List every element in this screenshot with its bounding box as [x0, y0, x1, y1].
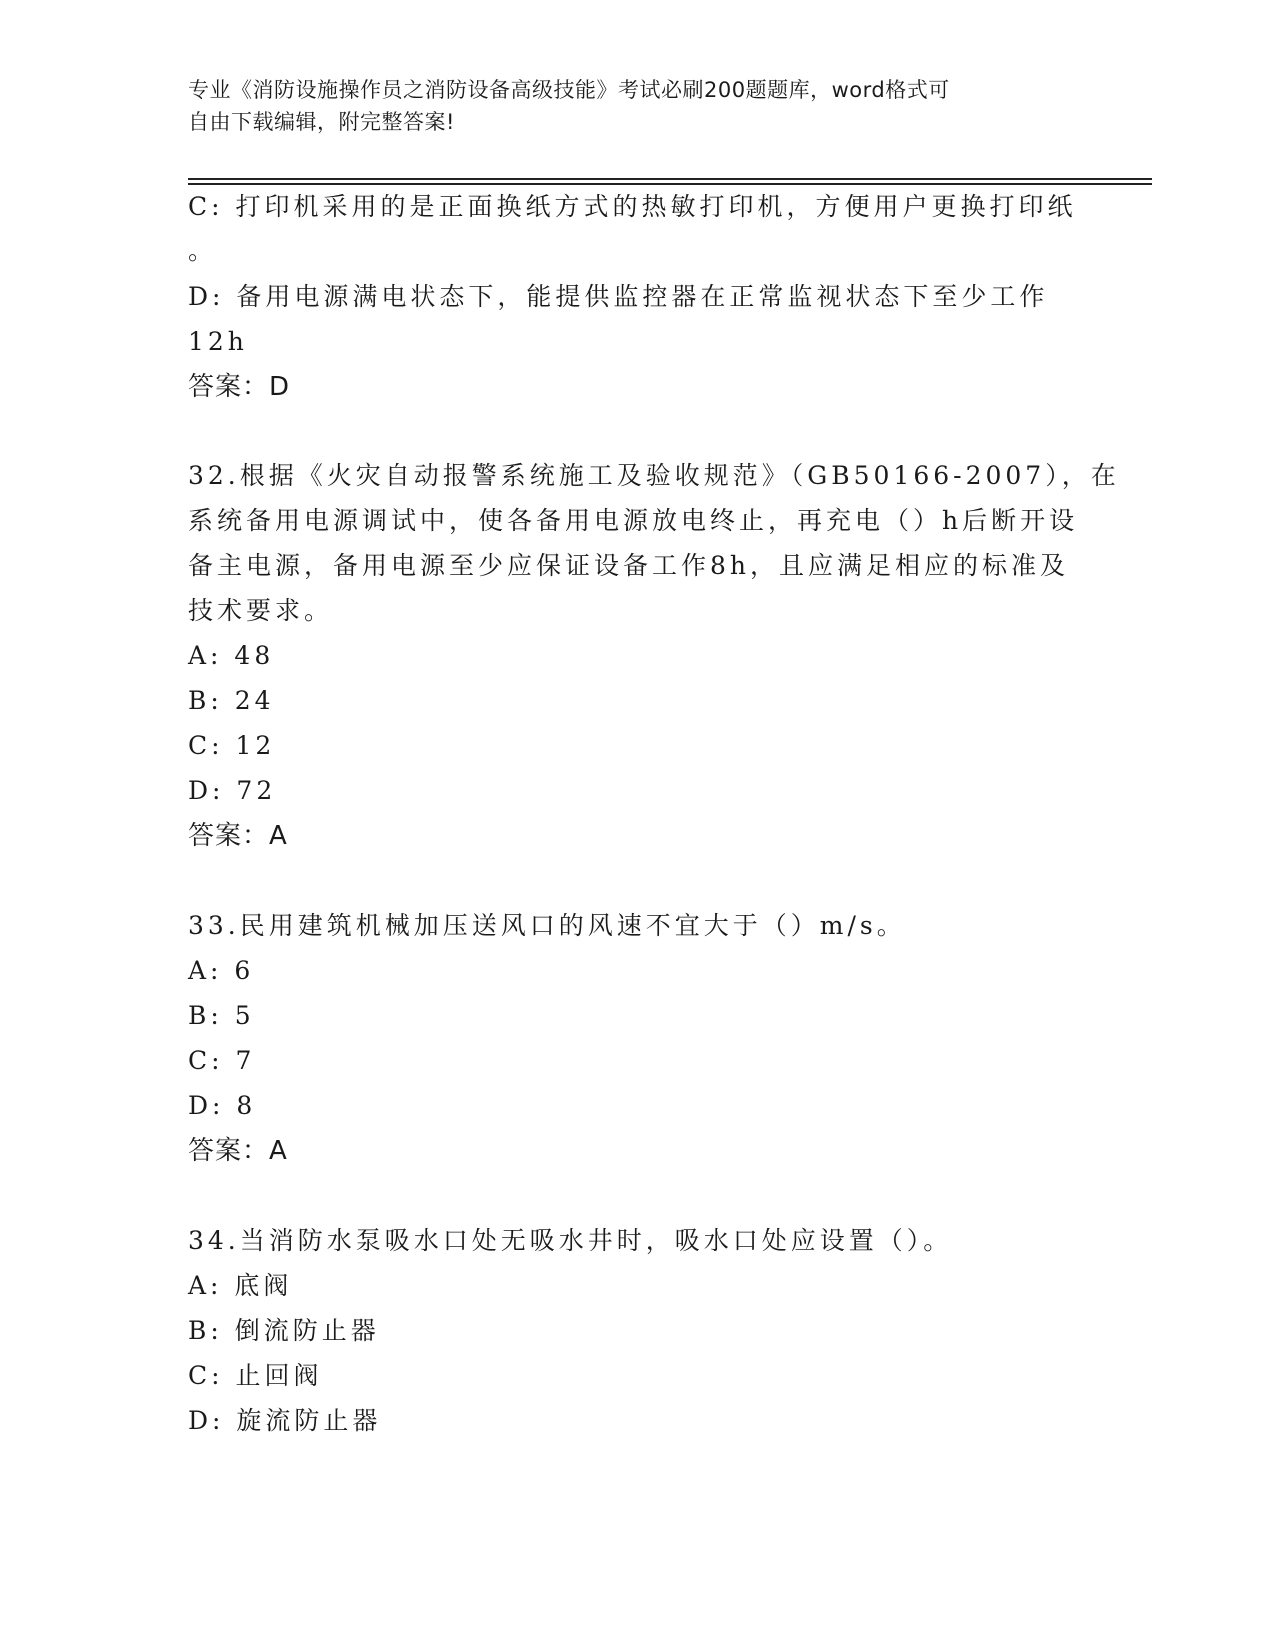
q33-option-c: C: 7 — [188, 1046, 256, 1075]
q34-option-c: C: 止回阀 — [188, 1361, 323, 1390]
option-c-line-2: 。 — [188, 236, 218, 265]
header-divider-top — [188, 178, 1152, 180]
q33-answer: 答案：A — [188, 1136, 288, 1166]
q33-option-a: A: 6 — [188, 956, 255, 985]
q33-option-d: D: 8 — [188, 1091, 257, 1120]
q32-option-c: C: 12 — [188, 731, 276, 760]
q33-stem-line-1: 33.民用建筑机械加压送风口的风速不宜大于（）m/s。 — [188, 911, 906, 940]
q34-stem-line-1: 34.当消防水泵吸水口处无吸水井时，吸水口处应设置（）。 — [188, 1226, 953, 1255]
option-c-line-1: C: 打印机采用的是正面换纸方式的热敏打印机，方便用户更换打印纸 — [188, 192, 1077, 221]
q32-option-a: A: 48 — [188, 641, 275, 670]
q33-option-b: B: 5 — [188, 1001, 255, 1030]
q32-option-b: B: 24 — [188, 686, 275, 715]
option-d-line-2: 12h — [188, 327, 248, 356]
q32-option-d: D: 72 — [188, 776, 277, 805]
q34-option-d: D: 旋流防止器 — [188, 1406, 382, 1435]
header-line-2: 自由下载编辑，附完整答案! — [188, 110, 455, 134]
q32-stem-line-4: 技术要求。 — [188, 596, 334, 625]
q32-answer: 答案：A — [188, 821, 288, 851]
q32-stem-line-2: 系统备用电源调试中，使各备用电源放电终止，再充电（）h后断开设 — [188, 506, 1079, 535]
header-line-1: 专业《消防设施操作员之消防设备高级技能》考试必刷200题题库，word格式可 — [188, 78, 950, 102]
document-header — [188, 74, 1088, 138]
header-divider-bottom — [188, 183, 1152, 185]
q32-stem-line-3: 备主电源，备用电源至少应保证设备工作8h，且应满足相应的标准及 — [188, 551, 1070, 580]
q34-option-a: A: 底阀 — [188, 1271, 293, 1300]
answer-prev: 答案：D — [188, 372, 291, 402]
option-d-line-1: D: 备用电源满电状态下，能提供监控器在正常监视状态下至少工作 — [188, 282, 1049, 311]
q34-option-b: B: 倒流防止器 — [188, 1316, 380, 1345]
q32-stem-line-1: 32.根据《火灾自动报警系统施工及验收规范》（GB50166-2007），在 — [188, 461, 1120, 490]
